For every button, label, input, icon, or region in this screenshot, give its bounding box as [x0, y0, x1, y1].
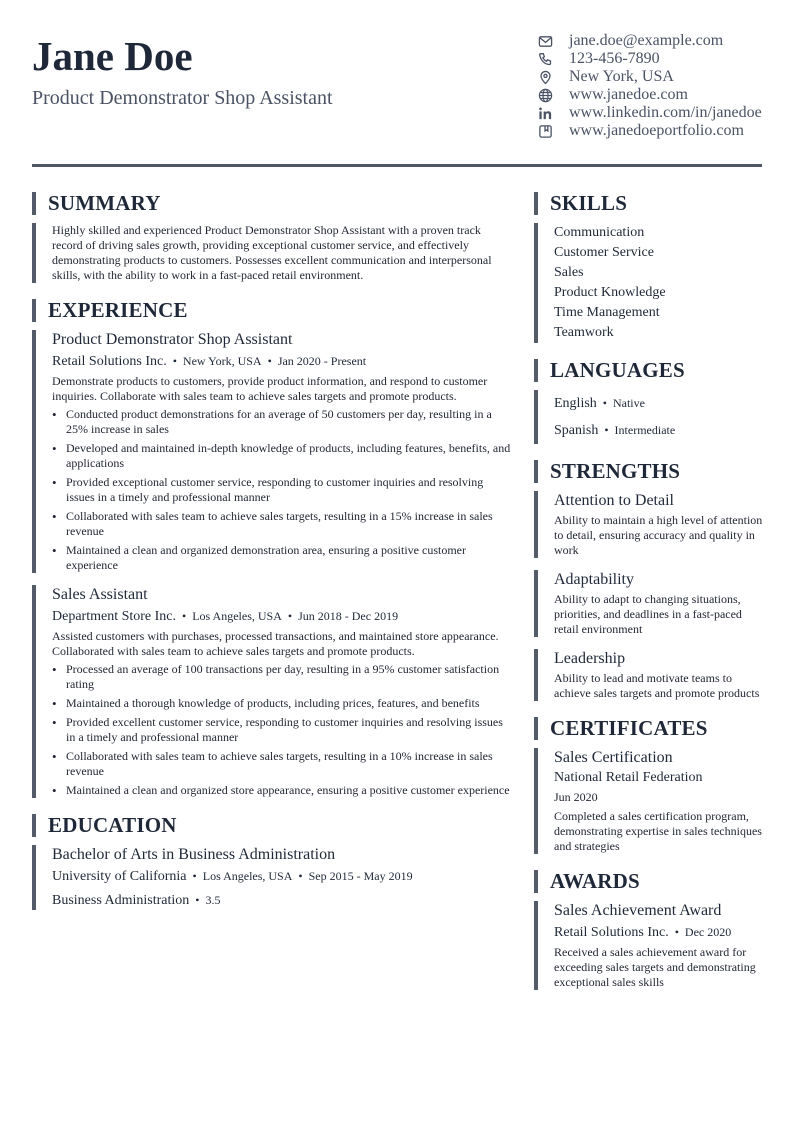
strength-title: Leadership: [554, 650, 626, 667]
language-item: English • Native: [554, 396, 645, 411]
strength-item: [534, 491, 764, 558]
list-item: • Maintained a clean and organized store appearance, ensuring a positive customer experience: [52, 783, 512, 798]
list-item: • Collaborated with sales team to achieve sales targets, resulting in a 10% increase in sales revenue: [52, 749, 512, 779]
resume-header: [32, 0, 762, 168]
summary-heading: SUMMARY: [32, 192, 512, 215]
job-dates: Jun 2018 - Dec 2019: [298, 609, 399, 623]
list-item: • Provided excellent customer service, responding to customer inquiries and resolving issues in a timely and professional manner: [52, 715, 512, 745]
skill-item: Teamwork: [554, 325, 614, 340]
school-location: Los Angeles, USA: [202, 869, 293, 883]
header-divider: [32, 164, 762, 167]
education-entry: [32, 845, 512, 910]
contact-linkedin[interactable]: [537, 104, 762, 122]
job-description: Assisted customers with purchases, processed transactions, and maintained store appearance. Collaborated with sales team to achieve sales targets and promote products.: [52, 629, 499, 658]
job-entry: [32, 585, 512, 798]
award-title: Sales Achievement Award: [554, 902, 722, 919]
linkedin-icon: [537, 105, 553, 121]
school-name: University of California: [52, 869, 187, 884]
strength-item: [534, 570, 764, 637]
education-field-row: Business Administration • 3.5: [52, 893, 221, 908]
portfolio-link[interactable]: www.janedoeportfolio.com: [569, 122, 744, 139]
linkedin-link[interactable]: www.linkedin.com/in/janedoe: [569, 104, 762, 121]
strength-text: Ability to lead and motivate teams to achieve sales targets and promote products: [554, 671, 760, 700]
certificate-text: Completed a sales certification program, demonstrating expertise in sales techniques and strategies: [554, 809, 762, 853]
certificates-heading: CERTIFICATES: [534, 717, 764, 740]
location-icon: [537, 69, 553, 85]
website-link[interactable]: www.janedoe.com: [569, 86, 688, 103]
language-level: Intermediate: [614, 423, 676, 437]
award-date: Dec 2020: [684, 925, 732, 939]
job-location: New York, USA: [182, 354, 262, 368]
languages-heading: LANGUAGES: [534, 359, 764, 382]
skill-item: Customer Service: [554, 245, 654, 260]
strength-title: Attention to Detail: [554, 492, 674, 509]
award-issuer: Retail Solutions Inc.: [554, 925, 669, 940]
job-description: Demonstrate products to customers, provide product information, and respond to customer inquiries. Collaborate with sales team to achieve sales targets and promote products.: [52, 374, 488, 403]
location-text: New York, USA: [569, 68, 674, 85]
list-item: • Processed an average of 100 transactions per day, resulting in a 95% customer satisfaction rating: [52, 662, 512, 692]
right-column: [534, 192, 764, 990]
field-of-study: Business Administration: [52, 893, 190, 908]
list-item: • Collaborated with sales team to achieve sales targets, resulting in a 15% increase in sales revenue: [52, 509, 512, 539]
job-company: Retail Solutions Inc.: [52, 354, 167, 369]
skills-heading: SKILLS: [534, 192, 764, 215]
language-item: Spanish • Intermediate: [554, 423, 676, 438]
phone-text[interactable]: 123-456-7890: [569, 50, 660, 67]
globe-icon: [537, 87, 553, 103]
certificate-title: Sales Certification: [554, 749, 673, 766]
strength-title: Adaptability: [554, 571, 634, 588]
summary-text: Highly skilled and experienced Product Demonstrator Shop Assistant with a proven track record of driving sales growth, providing exceptional customer service, and effectively demonstrating products to customers. Possesses excellent communication and interpersonal skills, with the ability to work in a fast-paced retail environment.: [52, 223, 492, 282]
experience-heading: EXPERIENCE: [32, 299, 512, 322]
summary-block: [32, 223, 512, 283]
job-meta: Department Store Inc. • Los Angeles, USA • Jun 2018 - Dec 2019: [52, 609, 399, 624]
left-column: [32, 192, 512, 910]
education-dates: Sep 2015 - May 2019: [308, 869, 413, 883]
skill-item: Product Knowledge: [554, 285, 666, 300]
skills-list: [534, 223, 764, 343]
contact-location: [537, 68, 762, 86]
candidate-title: Product Demonstrator Shop Assistant: [32, 87, 333, 109]
contact-phone[interactable]: [537, 50, 762, 68]
job-title: Product Demonstrator Shop Assistant: [52, 331, 293, 348]
job-dates: Jan 2020 - Present: [277, 354, 367, 368]
list-item: • Developed and maintained in-depth knowledge of products, including features, benefits, and applications: [52, 441, 512, 471]
skill-item: Communication: [554, 225, 645, 240]
degree-title: Bachelor of Arts in Business Administration: [52, 846, 336, 863]
awards-heading: AWARDS: [534, 870, 764, 893]
education-heading: EDUCATION: [32, 814, 512, 837]
award-text: Received a sales achievement award for exceeding sales targets and demonstrating exceptional sales skills: [554, 945, 756, 989]
job-meta: Retail Solutions Inc. • New York, USA • Jan 2020 - Present: [52, 354, 367, 369]
strength-text: Ability to adapt to changing situations, priorities, and deadlines in a fast-paced retail environment: [554, 592, 742, 636]
skill-item: Sales: [554, 265, 584, 280]
languages-list: [534, 390, 764, 444]
language-level: Native: [612, 396, 645, 410]
phone-icon: [537, 51, 553, 67]
email-text[interactable]: jane.doe@example.com: [569, 32, 724, 49]
certificate-issuer: National Retail Federation: [554, 770, 703, 785]
gpa-value: 3.5: [205, 893, 221, 907]
strength-item: [534, 649, 764, 701]
award-meta: Retail Solutions Inc. • Dec 2020: [554, 925, 732, 940]
education-meta: University of California • Los Angeles, USA • Sep 2015 - May 2019: [52, 869, 413, 884]
award-entry: [534, 901, 764, 990]
contact-website[interactable]: [537, 86, 762, 104]
certificate-date: Jun 2020: [554, 790, 598, 804]
skill-item: Time Management: [554, 305, 660, 320]
language-name: Spanish: [554, 423, 599, 438]
list-item: • Provided exceptional customer service, responding to customer inquiries and resolving issues in a timely and professional manner: [52, 475, 512, 505]
job-entry: [32, 330, 512, 573]
list-item: • Maintained a thorough knowledge of products, including prices, features, and benefits: [52, 696, 512, 711]
job-company: Department Store Inc.: [52, 609, 177, 624]
strengths-heading: STRENGTHS: [534, 460, 764, 483]
strength-text: Ability to maintain a high level of attention to detail, ensuring accuracy and quality in work: [554, 513, 763, 557]
language-name: English: [554, 396, 597, 411]
certificate-entry: [534, 748, 764, 854]
job-bullets: [52, 662, 512, 798]
portfolio-icon: [537, 123, 553, 139]
mail-icon: [537, 33, 553, 49]
job-bullets: [52, 407, 512, 573]
contact-list: [537, 32, 762, 140]
list-item: • Conducted product demonstrations for an average of 50 customers per day, resulting in a 25% increase in sales: [52, 407, 512, 437]
list-item: • Maintained a clean and organized demonstration area, ensuring a positive customer experience: [52, 543, 512, 573]
job-title: Sales Assistant: [52, 586, 148, 603]
contact-portfolio[interactable]: [537, 122, 762, 140]
candidate-name: Jane Doe: [32, 33, 193, 79]
contact-email[interactable]: [537, 32, 762, 50]
job-location: Los Angeles, USA: [192, 609, 282, 623]
